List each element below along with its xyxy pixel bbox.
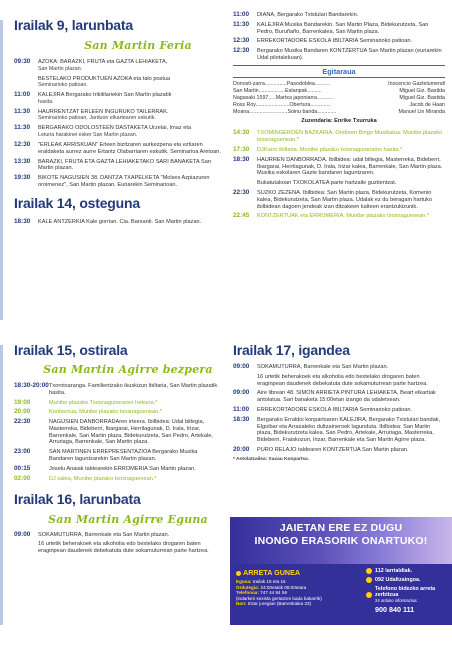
event-description [38,59,222,72]
zuzendaria: Zuzendaria: Enrike Txurruka [301,118,377,125]
organizer-footnote: * Antolatzailea: Xaxau Konpartsa. [233,456,310,462]
no-aggression-banner [230,517,452,625]
event-description [257,180,445,187]
event-time: 18:30-20:00 [14,382,49,389]
left-top-column [14,17,222,228]
event-time: 22:30 [14,418,31,426]
event-title: BIKOTE NAGUSIEN 38. DANTZA TXAPELKETA "Molses Azpiazuren oroimenez", San Martin plazan. Euriarekin Seminarioan. [38,175,210,188]
event-row [233,390,445,403]
event-time: 11:00 [233,11,249,18]
event-description [49,449,222,462]
event-description [49,476,222,483]
contact-label: Telefono bidezko arreta zerbitzua [375,586,436,598]
event-row [14,419,222,446]
event-title: Aire librean 48. SIMON ARRIETA PINTURA LEHIAKETA, Beart elkartiak antolatua. Sari banaketa 15:00etan izango da udaletxean. [257,390,436,404]
event-row [14,476,222,483]
event-row [14,109,222,122]
event-time: 09:00 [14,530,31,538]
event-time: 11:00 [233,406,249,414]
event-location: Seminarioko patioan, Jarduon elkartearen eskutik. [38,115,156,122]
event-location: Leturia harakinei esker San Martin plazan. [38,132,138,139]
composer: Inocencio Gaztelumendi [388,80,445,87]
event-description [257,417,445,444]
event-row [233,48,445,61]
event-description [257,38,445,45]
event-time: 23:00 [14,448,31,456]
arreta-details [236,579,362,607]
event-time [14,76,38,89]
event-title: 16 urtetik beherakoek eta alkoholia edo bestelako drogaren baten eraginpean daudenek debekatuta dute sokamuturrean parte hartzea. [38,541,209,555]
event-description [49,409,222,416]
event-time: 11:30 [14,107,30,115]
event-description [38,219,222,226]
contact-text [375,586,446,604]
event-time: 17:30 [233,146,250,154]
arreta-value: Irailak 15 eta 16 [252,579,286,584]
day15-banner: San Martin Agirre bezpera [43,363,213,376]
contact-item [366,607,446,613]
event-description [257,48,445,61]
event-description [38,532,222,539]
event-description [49,466,222,473]
event-description [257,130,445,143]
event-time: 09:00 [233,389,250,397]
left-decoration-bottom [0,345,3,625]
event-description [257,407,445,414]
event-row [233,12,445,19]
event-row [233,38,445,45]
event-time: 19:30 [14,174,31,182]
event-description [257,447,445,454]
event-title: Bergarako Erraldoi konpartsaren KALEJIRA, Bergarako Txistulari bandak, Elgoibar eta Arrasateko dultzaineroek lagunduta. Ibilbidea: San Martin plaza, Bidekurutzeta kalea, San Pedro, Artekale, Arruriaga, Masterreka, Bideberri, Fraiskozuri, Irizar, Barrenkale eta San Martin Agirre plaza. [257,416,441,444]
event-time: 19:00 [14,398,31,406]
event-time: 18:30 [233,415,250,423]
egitaraua-row [233,102,445,109]
day9-event-list [14,59,222,189]
event-title: Bukatutakoan TXOKOLATEA parte hartzaile guztientzat. [257,180,397,187]
arreta-label: Ordutegia: [236,584,260,590]
egitaraua-table [233,81,445,116]
event-title: AZOKA: BARAZKI, FRUTA eta GAZTA LEHIAKETA, [38,59,168,65]
event-description [257,374,445,387]
arreta-value: Irizar juregian (Barrenkalea 33) [247,601,312,607]
day16-banner: San Martin Agirre Eguna [48,512,208,526]
event-row [233,157,445,177]
arreta-title-text: ARRETA GUNEA [243,568,301,577]
event-row [14,125,222,138]
event-row [233,417,445,444]
event-description [257,390,445,403]
event-description [257,12,445,19]
event-time: 14:30 [233,129,250,137]
contact-text [375,607,414,613]
event-time: 11:30 [233,20,249,28]
event-description [49,400,222,407]
event-title: Bergarako Musika Bandaren KONTZERTUA San Martin plazan (euriarekin Udal pilotalekuan). [257,48,442,62]
left-decoration-top [0,20,3,320]
arreta-gunea [236,568,362,616]
arreta-value: 24:00etatik 05:00etara [260,584,307,590]
contact-sub: 24 orduko informazioa: [375,598,418,603]
event-description [257,190,445,210]
arreta-label: Eguna: [236,579,252,584]
contact-text [375,568,412,574]
event-row [233,22,445,35]
event-title: Kontzertua, Munibe plazako txosnaguenean.* [49,409,162,416]
event-title: Joselu Anaiak taldearekin ERROMERIA San Martin plazan. [49,465,196,472]
event-title: Munibe plazako Txosnaguneraren Irekiera.* [49,399,158,406]
day16-event-list [14,532,222,555]
right-top-column [233,12,445,223]
piece-and-type: Donosti-zarra...............Pasodoblea.......... [233,80,330,87]
day9-title: Irailak 9, larunbata [14,17,133,33]
composer: Miguel Giz. Bastida [399,88,445,95]
event-row [233,374,445,387]
arreta-value: 747 44 84 56 [260,590,287,596]
event-time: 11:00 [14,91,30,99]
day14-event-list [14,219,222,226]
event-title: KALE ANTZERKIA Kale gorrian. Cia. Barsanti. San Martin plazan. [38,218,202,225]
event-row [14,383,222,396]
event-title: NAGUSIEN DANBORRADAren irteera. Ibilbidea: Udal biltegia, Masterreka, Bideberri, Ibargarai, Herrilagunak, D. Irala, Irizar, Barrenkale, San Martin plaza, Bidekurutzeta, San Pedro, Artekale, Arruriaga, Barrenkale, San Martin plaza. [49,419,213,446]
right-bottom-column [233,342,445,462]
day9-continued-events [233,12,445,62]
day16-title: Irailak 16, larunbata [14,490,141,507]
event-time: 09:30 [14,58,31,65]
event-title: SOKAMUTURRA, Barrenkale eta San Martin plazan. [257,364,389,370]
banner-body [230,564,452,620]
piece-and-type: Moana..........................Soinu banda............. [233,109,337,116]
event-location: Seminarioko patioan. [38,82,88,89]
event-row [14,400,222,407]
event-title: SOKAMUTURRA, Barrenkale eta San Martin plazan. [38,531,170,538]
piece-and-type: Nagasaki 1597.....Martxa japoniarra........... [233,95,334,102]
day15-event-list [14,383,222,483]
event-title: ERREKORTADORE ESKOLA IBILTARIA Seminarioko patioan. [257,407,413,414]
day9-evening-events [233,130,445,220]
event-row [233,364,445,371]
event-title: BESTELAKO PRODUKTUEN AZOKA eta talo postua [38,75,171,82]
day17-title: Irailak 17, igandea [233,342,350,358]
event-time: 20:00 [233,445,250,453]
contact-label: 900 840 111 [375,605,415,614]
event-title: KALEJIRA Bergarako trikitilariekin San Martin plazatik [38,92,172,99]
event-time: 22:30 [233,189,250,197]
event-row [14,541,222,554]
event-description [49,383,222,396]
left-bottom-column [14,342,222,558]
emergency-contacts [362,568,446,616]
phone-icon [366,592,372,598]
event-time: 18:30 [14,217,31,225]
event-description [38,541,222,554]
location-pin-icon [236,571,241,576]
composer: Miguel Giz. Bastida [399,95,445,102]
phone-icon [366,577,372,583]
arreta-label: Telefonoa: [236,590,259,596]
event-row [14,532,222,539]
event-description [257,364,445,371]
event-description [38,142,222,155]
egitaraua-row [233,88,445,95]
event-description [257,22,445,35]
contact-label: 092 Udaltzaingoa. [375,577,421,583]
event-title: BERGARAKO ODOLOSTEEN DASTAKETA Urzelai, Imaz eta [38,125,192,132]
event-description [49,419,222,446]
event-row [14,219,222,226]
event-title: ERREKORTADORE ESKOLA IBILTARIA Seminarioko patioan. [257,38,413,45]
top-strip [0,0,452,8]
event-row [233,407,445,414]
event-row [233,130,445,143]
event-description [38,125,222,138]
contact-item [366,568,446,574]
event-location: hasita. [38,98,54,105]
event-time: 02:00 [14,474,31,482]
event-row [233,147,445,154]
event-title: DIANA, Bergarako Txistulari Bandarekin. [257,12,359,18]
contact-item [366,586,446,604]
event-title: SAN MARTINEN ERREPRESENTAZIOA Bergarako Musika Bandaren laguntzarekin San Martin plazan. [49,449,198,463]
arreta-value: (indarkeri sexista gertatzen bada bakarrik) [236,595,322,601]
event-title: SUZKO ZEZENA. Ibilbidea: San Martin plaza, Bidekurutzeta, Komenio kalea, Bidekurutzeta, San Martin plaza. Udalak ez du beragain hartuko ibilbidean dagoen jendeak izan ditzakeen kalteen erantzukizunik. [257,190,433,210]
event-title: TXOMINGEROEN BAZKARIA. Ondoren Bingo Musikatua. Munibe plazako txosnaguenean.* [257,130,443,144]
contact-item [366,577,446,583]
event-title: "ERLEAK ARRISKUAN" Erleen bizitzaren aurkezpena eta eztiaren eraldaketa aurrez aurre Ertantz Olabarriaren eskutik. Seminarioa Aretoan. [38,141,221,155]
egitaraua-row [233,81,445,88]
contact-text [375,577,421,583]
event-title: DJ salea, Munibe plazako txosnaguenean.* [49,475,157,482]
piece-and-type: San Martin..................Estanpak.......... [233,88,322,95]
event-time [14,541,38,554]
event-title: KONTZERTUAK eta ERROMERIA. Munibe plazako txosnaguenean.* [257,213,430,220]
event-row [14,466,222,473]
event-description [38,175,222,188]
event-time: 13:30 [14,157,31,165]
event-row [14,76,222,89]
event-time: 12:30 [233,47,250,55]
piece-and-type: Ross Roy.......................Obertura.............. [233,102,331,109]
egitaraua-row [233,95,445,102]
event-title: 16 urtetik beherakoek eta alkoholia edo bestelako drogaren baten eraginpean daudenek debekatuta dute sokamuturrean parte hartzea. [257,373,428,387]
event-row [14,92,222,105]
event-row [233,213,445,220]
arreta-row [236,601,362,607]
banner-line-2: INONGO ERASORIK ONARTUKO! [254,535,428,547]
contact-label: 112 larrialdiak. [375,568,413,574]
event-time: 00:15 [14,464,31,472]
event-description [38,109,222,122]
composer: Jacob de Haan [409,102,445,109]
event-title: HAURREN DANBORRADA. Ibilbidea: udal biltegia, Masterreka, Bideberri, Ibargarai, Herrilagunak, D. Irala, Irizar kalea, Barrenkale, San Martin plaza. Musika eskolaren Gazte bandaren laguntzaren. [257,156,443,177]
event-row [233,190,445,210]
event-description [257,147,445,154]
event-time: 18:30 [233,155,250,163]
event-row [233,447,445,454]
event-title: DJKarro ibiltaria. Munibe plazako txosnaguneraino hasita.* [257,147,403,154]
phone-icon [366,568,372,574]
day17-event-list [233,364,445,454]
event-row [14,159,222,172]
event-title: HAURRENTZAT ERLEEN INGURUKO TAILERRAK. [38,108,169,115]
event-time: 11:30 [14,124,30,132]
composer: Manuel Lin Miranda [398,109,445,116]
event-description [38,92,222,105]
event-row [14,142,222,155]
day9-banner: San Martin Feria [84,39,192,52]
event-title: BARAZKI, FRUTA ETA GAZTA LEHIAKETAKO SARI BANAKETA San Martin plazan. [38,158,211,172]
banner-line-1: JAIETAN ERE EZ DUGU [279,522,403,534]
event-row [14,59,222,72]
arreta-title [236,568,362,577]
event-time [233,374,257,387]
event-description [38,159,222,172]
egitaraua-title: Egitaraua [233,65,445,78]
contact-list [366,568,446,613]
event-time: 09:00 [233,363,250,370]
event-title: PURO RELAJO taldearen KONTZERTUA San Martin plazan. [257,446,409,453]
day14-title: Irailak 14, osteguna [14,194,140,211]
egitaraua-row [233,109,445,116]
event-row [14,409,222,416]
day15-title: Irailak 15, ostirala [14,342,128,358]
event-description [257,213,445,220]
event-location: San Martin plazan. [38,65,83,72]
event-time: 12:30 [14,140,31,148]
event-time: 22:45 [233,212,250,220]
event-row [233,180,445,187]
banner-headline [230,517,452,564]
event-description [257,157,445,177]
event-row [14,449,222,462]
event-description [38,76,222,89]
event-time: 12:30 [233,37,250,45]
event-time [233,180,257,187]
event-time: 20:00 [14,408,31,416]
event-title: Txorotxaranga. Familientzako ikuskizun ibiltaria, San Martin plazatik hasita. [49,383,218,396]
event-row [14,175,222,188]
event-title: KALEJIRA Musika Bandarekin. San Martin Plaza, Bidekurutzeta, San Pedro, Buruñaño, Barrenkalea, San Martin plaza. [257,21,429,35]
arreta-label: Non: [236,601,247,607]
